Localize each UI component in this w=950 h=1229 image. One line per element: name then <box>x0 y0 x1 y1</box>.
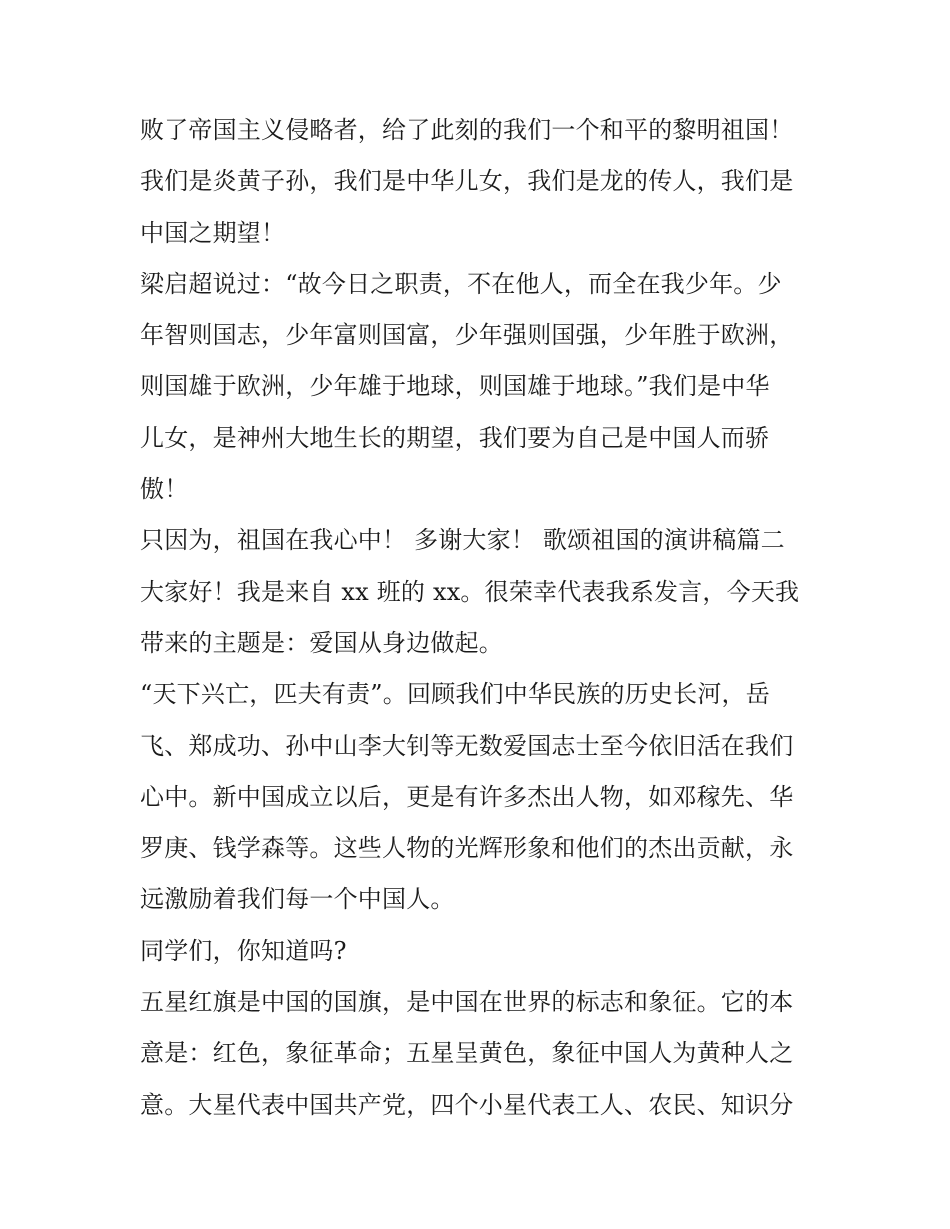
text-line: 败了帝国主义侵略者，给了此刻的我们一个和平的黎明祖国！ <box>140 116 794 144</box>
document-body <box>140 105 820 1131</box>
text-line: “天下兴亡，匹夫有责”。回顾我们中华民族的历史长河，岳 <box>140 680 770 709</box>
text-line: 心中。新中国成立以后，更是有许多杰出人物，如邓稼先、华 <box>140 782 794 811</box>
text-line: 五星红旗是中国的国旗，是中国在世界的标志和象征。它的本 <box>140 988 794 1017</box>
text-line: 意。大星代表中国共产党，四个小星代表工人、农民、知识分 <box>140 1090 794 1119</box>
text-line: 我们是炎黄子孙，我们是中华儿女，我们是龙的传人，我们是 <box>140 167 794 196</box>
text-line: 傲！ <box>140 475 189 504</box>
text-line: 中国之期望！ <box>140 218 286 247</box>
text-line: 梁启超说过：“故今日之职责，不在他人，而全在我少年。少 <box>140 269 782 298</box>
text-line: 只因为，祖国在我心中！ 多谢大家！ 歌颂祖国的演讲稿篇二 <box>140 526 785 555</box>
text-line: 意是：红色，象征革命；五星呈黄色，象征中国人为黄种人之 <box>140 1039 794 1068</box>
text-line: 则国雄于欧洲，少年雄于地球，则国雄于地球。”我们是中华 <box>140 372 770 401</box>
text-line: 远激励着我们每一个中国人。 <box>140 885 455 914</box>
text-line: 年智则国志，少年富则国富，少年强则国强，少年胜于欧洲， <box>140 321 794 350</box>
text-line: 同学们，你知道吗? <box>140 936 347 965</box>
text-line: 带来的主题是：爱国从身边做起。 <box>140 628 503 657</box>
text-line: 飞、郑成功、孙中山李大钊等无数爱国志士至今依旧活在我们 <box>140 731 794 760</box>
text-line: 大家好！我是来自 xx 班的 xx。很荣幸代表我系发言，今天我 <box>140 577 800 606</box>
text-line: 罗庚、钱学森等。这些人物的光辉形象和他们的杰出贡献，永 <box>140 834 794 863</box>
text-line: 儿女，是神州大地生长的期望，我们要为自己是中国人而骄 <box>140 423 770 452</box>
